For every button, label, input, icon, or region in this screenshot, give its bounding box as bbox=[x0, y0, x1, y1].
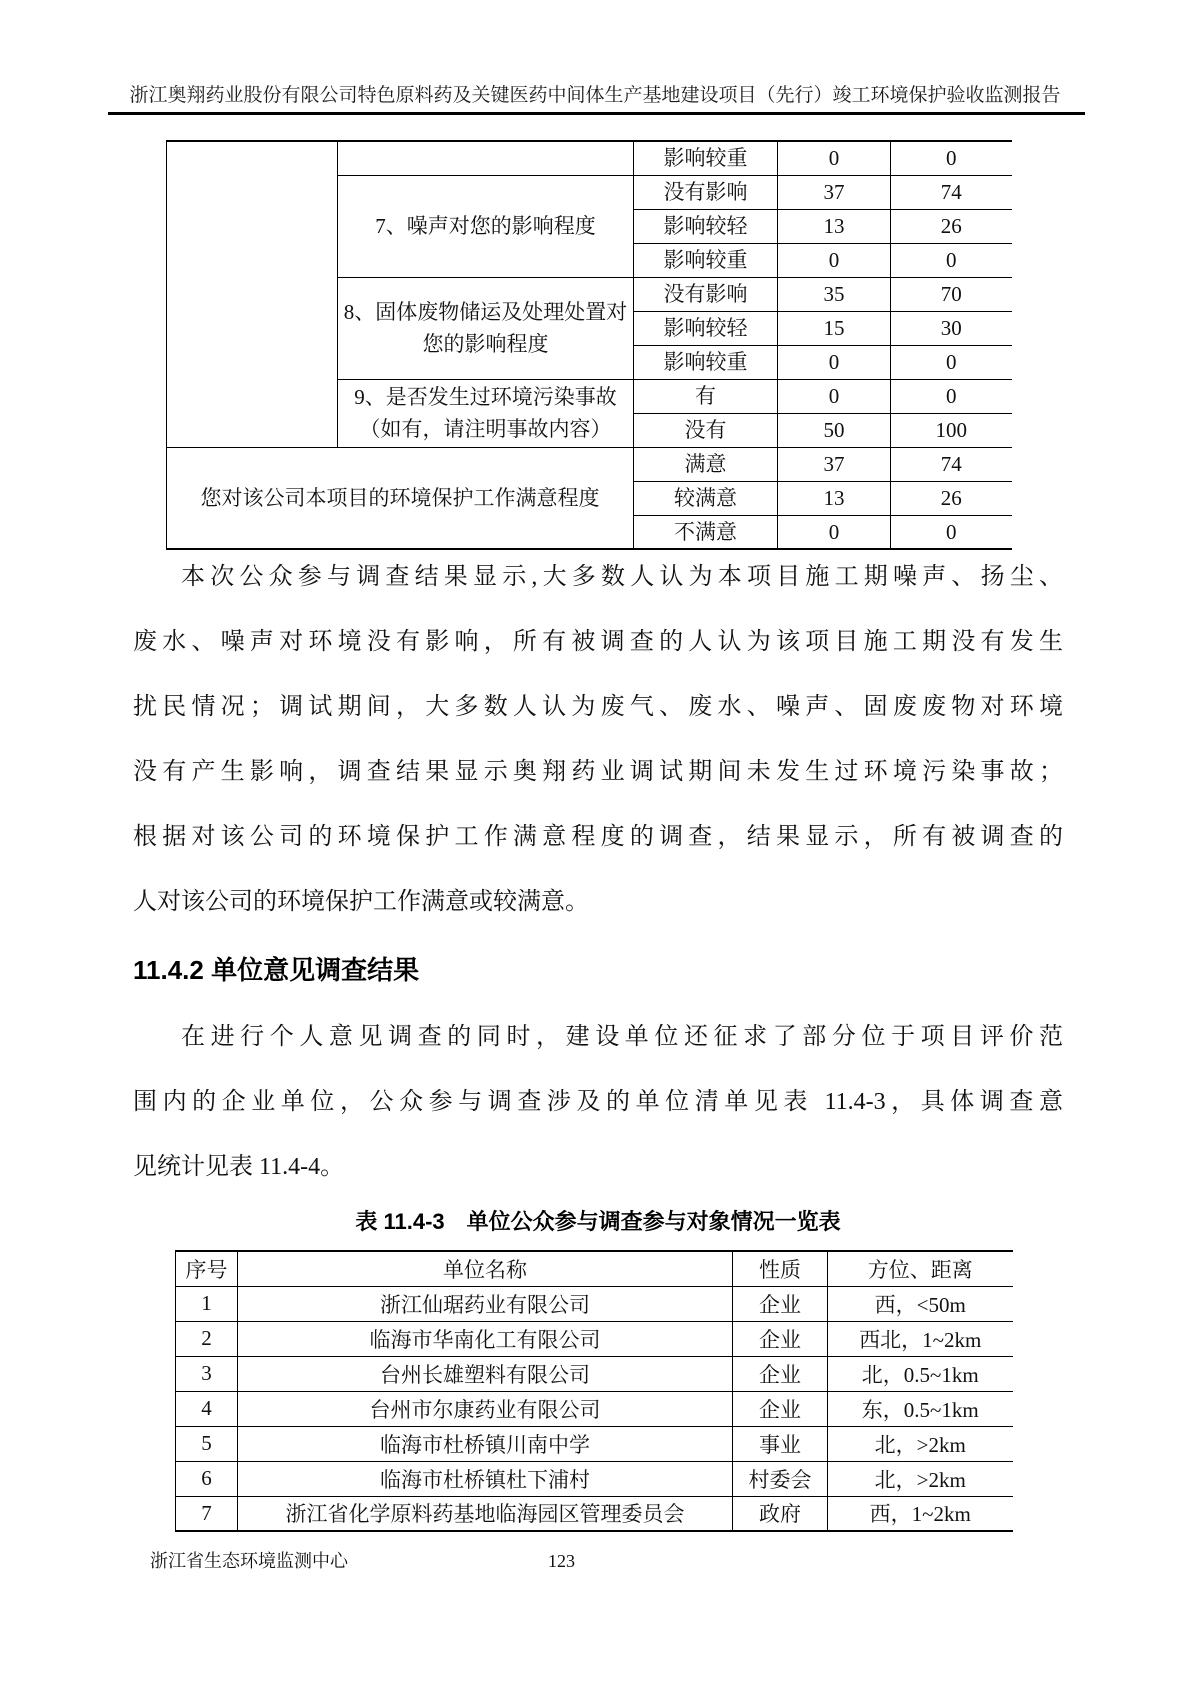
table-row bbox=[176, 1426, 1013, 1461]
unit-survey-table bbox=[175, 1250, 1013, 1532]
unit-type-cell: 政府 bbox=[733, 1496, 828, 1531]
unit-distance-cell: 北，>2km bbox=[828, 1461, 1013, 1496]
table-header-row bbox=[176, 1251, 1013, 1286]
survey-percent-cell: 0 bbox=[891, 515, 1012, 549]
survey-period-cell bbox=[167, 141, 338, 447]
survey-option-cell: 不满意 bbox=[634, 515, 778, 549]
survey-option-cell: 影响较轻 bbox=[634, 311, 778, 345]
unit-seq-cell: 6 bbox=[176, 1461, 238, 1496]
table-row bbox=[176, 1496, 1013, 1531]
body-paragraph bbox=[133, 545, 1063, 935]
paragraph-line: 根据对该公司的环境保护工作满意程度的调查，结果显示，所有被调查的 bbox=[133, 824, 1063, 850]
survey-count-cell: 13 bbox=[778, 209, 891, 243]
survey-count-cell: 0 bbox=[778, 141, 891, 175]
table-row bbox=[176, 1461, 1013, 1496]
unit-name-cell: 台州长雄塑料有限公司 bbox=[238, 1356, 733, 1391]
survey-question-cell: 7、噪声对您的影响程度 bbox=[338, 175, 634, 277]
unit-name-cell: 临海市杜桥镇杜下浦村 bbox=[238, 1461, 733, 1496]
unit-seq-cell: 7 bbox=[176, 1496, 238, 1531]
survey-satisfaction-cell: 您对该公司本项目的环境保护工作满意程度 bbox=[167, 447, 634, 549]
table-row bbox=[176, 1286, 1013, 1321]
survey-percent-cell: 100 bbox=[891, 413, 1012, 447]
paragraph-line: 本次公众参与调查结果显示,大多数人认为本项目施工期噪声、扬尘、 bbox=[181, 564, 1063, 590]
paragraph-line: 围内的企业单位，公众参与调查涉及的单位清单见表 11.4-3，具体调查意 bbox=[133, 1089, 1063, 1115]
footer-organization: 浙江省生态环境监测中心 bbox=[150, 1551, 348, 1571]
survey-results-table bbox=[166, 140, 1012, 550]
body-paragraph bbox=[133, 1005, 1063, 1200]
unit-name-cell: 浙江省化学原料药基地临海园区管理委员会 bbox=[238, 1496, 733, 1531]
survey-option-cell: 没有影响 bbox=[634, 277, 778, 311]
survey-count-cell: 13 bbox=[778, 481, 891, 515]
unit-type-cell: 企业 bbox=[733, 1286, 828, 1321]
column-header-name: 单位名称 bbox=[238, 1251, 733, 1286]
survey-percent-cell: 0 bbox=[891, 345, 1012, 379]
survey-question-line: 您的影响程度 bbox=[422, 332, 549, 356]
survey-percent-cell: 0 bbox=[891, 141, 1012, 175]
column-header-distance: 方位、距离 bbox=[828, 1251, 1013, 1286]
unit-distance-cell: 东，0.5~1km bbox=[828, 1391, 1013, 1426]
survey-question-line: 8、固体废物储运及处理处置对 bbox=[343, 300, 628, 324]
survey-option-cell: 影响较重 bbox=[634, 141, 778, 175]
survey-option-cell: 没有影响 bbox=[634, 175, 778, 209]
paragraph-line: 废水、噪声对环境没有影响，所有被调查的人认为该项目施工期没有发生 bbox=[133, 629, 1063, 655]
unit-type-cell: 企业 bbox=[733, 1321, 828, 1356]
column-header-type: 性质 bbox=[733, 1251, 828, 1286]
unit-seq-cell: 3 bbox=[176, 1356, 238, 1391]
paragraph-line: 人对该公司的环境保护工作满意或较满意。 bbox=[133, 889, 589, 915]
survey-option-cell: 满意 bbox=[634, 447, 778, 481]
paragraph-line: 扰民情况；调试期间，大多数人认为废气、废水、噪声、固废废物对环境 bbox=[133, 694, 1063, 720]
survey-count-cell: 15 bbox=[778, 311, 891, 345]
table-row bbox=[176, 1391, 1013, 1426]
survey-option-cell: 较满意 bbox=[634, 481, 778, 515]
survey-count-cell: 0 bbox=[778, 345, 891, 379]
survey-question-line: （如有，请注明事故内容） bbox=[359, 417, 612, 441]
survey-percent-cell: 0 bbox=[891, 243, 1012, 277]
survey-question-cell bbox=[338, 277, 634, 379]
survey-option-cell: 影响较重 bbox=[634, 345, 778, 379]
unit-seq-cell: 4 bbox=[176, 1391, 238, 1426]
survey-percent-cell: 30 bbox=[891, 311, 1012, 345]
table-row bbox=[176, 1356, 1013, 1391]
unit-name-cell: 浙江仙琚药业有限公司 bbox=[238, 1286, 733, 1321]
survey-question-line: 9、是否发生过环境污染事故 bbox=[354, 385, 617, 409]
survey-percent-cell: 70 bbox=[891, 277, 1012, 311]
footer-page-number: 123 bbox=[548, 1551, 575, 1571]
unit-type-cell: 村委会 bbox=[733, 1461, 828, 1496]
unit-distance-cell: 北，>2km bbox=[828, 1426, 1013, 1461]
survey-percent-cell: 74 bbox=[891, 175, 1012, 209]
survey-count-cell: 0 bbox=[778, 379, 891, 413]
unit-distance-cell: 北，0.5~1km bbox=[828, 1356, 1013, 1391]
survey-percent-cell: 0 bbox=[891, 379, 1012, 413]
survey-option-cell: 有 bbox=[634, 379, 778, 413]
table-row bbox=[176, 1321, 1013, 1356]
survey-count-cell: 50 bbox=[778, 413, 891, 447]
unit-type-cell: 事业 bbox=[733, 1426, 828, 1461]
survey-option-cell: 没有 bbox=[634, 413, 778, 447]
survey-percent-cell: 26 bbox=[891, 481, 1012, 515]
unit-type-cell: 企业 bbox=[733, 1356, 828, 1391]
table-row bbox=[167, 141, 1012, 175]
unit-seq-cell: 2 bbox=[176, 1321, 238, 1356]
unit-distance-cell: 西，1~2km bbox=[828, 1496, 1013, 1531]
table-caption: 表 11.4-3 单位公众参与调查参与对象情况一览表 bbox=[355, 1209, 841, 1234]
survey-question-cell bbox=[338, 141, 634, 175]
survey-count-cell: 37 bbox=[778, 447, 891, 481]
survey-count-cell: 0 bbox=[778, 243, 891, 277]
section-heading: 11.4.2 单位意见调查结果 bbox=[133, 955, 420, 985]
survey-count-cell: 0 bbox=[778, 515, 891, 549]
unit-distance-cell: 西，<50m bbox=[828, 1286, 1013, 1321]
table-row bbox=[167, 447, 1012, 481]
survey-percent-cell: 74 bbox=[891, 447, 1012, 481]
survey-option-cell: 影响较轻 bbox=[634, 209, 778, 243]
survey-count-cell: 35 bbox=[778, 277, 891, 311]
column-header-seq: 序号 bbox=[176, 1251, 238, 1286]
unit-name-cell: 临海市华南化工有限公司 bbox=[238, 1321, 733, 1356]
unit-type-cell: 企业 bbox=[733, 1391, 828, 1426]
paragraph-line: 见统计见表 11.4-4。 bbox=[133, 1154, 345, 1180]
page-header-title: 浙江奥翔药业股份有限公司特色原料药及关键医药中间体生产基地建设项目（先行）竣工环境保护验收监测报告 bbox=[129, 85, 1061, 106]
unit-name-cell: 台州市尔康药业有限公司 bbox=[238, 1391, 733, 1426]
unit-seq-cell: 1 bbox=[176, 1286, 238, 1321]
unit-distance-cell: 西北，1~2km bbox=[828, 1321, 1013, 1356]
paragraph-line: 没有产生影响，调查结果显示奥翔药业调试期间未发生过环境污染事故； bbox=[133, 759, 1063, 785]
survey-question-cell bbox=[338, 379, 634, 447]
survey-percent-cell: 26 bbox=[891, 209, 1012, 243]
header-rule bbox=[108, 112, 1085, 115]
survey-count-cell: 37 bbox=[778, 175, 891, 209]
paragraph-line: 在进行个人意见调查的同时，建设单位还征求了部分位于项目评价范 bbox=[181, 1024, 1063, 1050]
survey-option-cell: 影响较重 bbox=[634, 243, 778, 277]
unit-seq-cell: 5 bbox=[176, 1426, 238, 1461]
unit-name-cell: 临海市杜桥镇川南中学 bbox=[238, 1426, 733, 1461]
